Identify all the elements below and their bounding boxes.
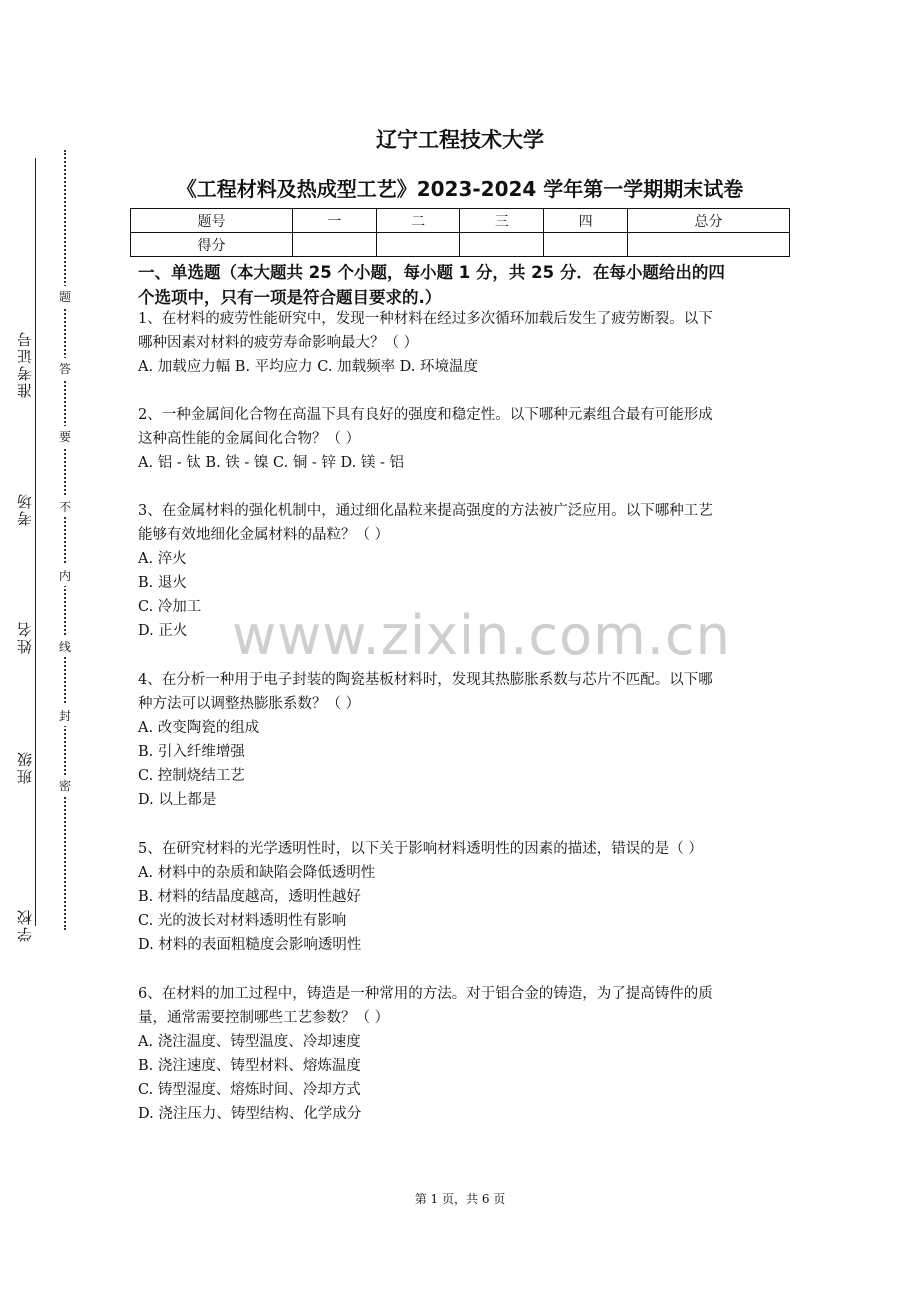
score-input-cell[interactable] [376, 233, 460, 257]
score-input-cell[interactable] [628, 233, 790, 257]
table-cell: 三 [460, 209, 544, 233]
seal-char: 封 [57, 705, 73, 726]
table-row [131, 233, 790, 257]
question-text: 种方法可以调整热膨胀系数？（ ） [138, 696, 361, 712]
seal-char: 要 [57, 426, 73, 447]
seal-char: 密 [57, 775, 73, 796]
question-text: 5、在研究材料的光学透明性时，以下关于影响材料透明性的因素的描述，错误的是（ ） [138, 841, 703, 857]
table-cell: 二 [376, 209, 460, 233]
question-text: 能够有效地细化金属材料的晶粒？（ ） [138, 527, 390, 543]
watermark: www.zixin.com.cn [232, 604, 731, 667]
option: D. 材料的表面粗糙度会影响透明性 [138, 937, 362, 953]
question-text: 量，通常需要控制哪些工艺参数？（ ） [138, 1010, 390, 1026]
seal-char: 内 [57, 565, 73, 586]
option: D. 以上都是 [138, 792, 217, 808]
question-text: 这种高性能的金属间化合物？（ ） [138, 431, 361, 447]
section-heading [138, 260, 788, 310]
seal-char: 线 [57, 636, 73, 657]
field-class: 班级 [16, 750, 34, 784]
option: B. 浇注速度、铸型材料、熔炼温度 [138, 1058, 361, 1074]
option: A. 材料中的杂质和缺陷会降低透明性 [138, 865, 376, 881]
question-options: A. 铝 - 钛 B. 铁 - 镍 C. 铜 - 锌 D. 镁 - 铝 [138, 455, 404, 471]
question-text: 哪种因素对材料的疲劳寿命影响最大？（ ） [138, 335, 419, 351]
binding-dotted-line [64, 150, 66, 930]
question-1 [138, 307, 783, 379]
option: A. 淬火 [138, 551, 187, 567]
option: C. 控制烧结工艺 [138, 768, 245, 784]
seal-char: 答 [57, 358, 73, 379]
option: A. 改变陶瓷的组成 [138, 720, 260, 736]
section-heading-line: 一、单选题（本大题共 25 个小题，每小题 1 分，共 25 分．在每小题给出的四 [138, 263, 725, 282]
score-table [130, 208, 790, 257]
question-text: 3、在金属材料的强化机制中，通过细化晶粒来提高强度的方法被广泛应用。以下哪种工艺 [138, 503, 713, 519]
question-text: 6、在材料的加工过程中，铸造是一种常用的方法。对于铝合金的铸造，为了提高铸件的质 [138, 986, 713, 1002]
option: B. 材料的结晶度越高，透明性越好 [138, 889, 361, 905]
binding-solid-line [35, 158, 36, 926]
question-4 [138, 668, 783, 812]
field-name: 姓名 [16, 620, 34, 654]
page-number: 第 1 页，共 6 页 [414, 1192, 506, 1206]
university-title: 辽宁工程技术大学 [376, 128, 544, 152]
option: D. 浇注压力、铸型结构、化学成分 [138, 1106, 362, 1122]
option: B. 退火 [138, 575, 187, 591]
score-input-cell[interactable] [460, 233, 544, 257]
table-cell: 一 [292, 209, 376, 233]
option: B. 引入纤维增强 [138, 744, 245, 760]
question-text: 2、一种金属间化合物在高温下具有良好的强度和稳定性。以下哪种元素组合最有可能形成 [138, 407, 713, 423]
exam-title: 《工程材料及热成型工艺》2023-2024 学年第一学期期末试卷 [176, 177, 744, 201]
seal-char: 题 [57, 286, 73, 307]
option: C. 冷加工 [138, 599, 202, 615]
table-cell: 题号 [131, 209, 293, 233]
table-cell: 四 [544, 209, 628, 233]
question-5 [138, 837, 783, 957]
seal-char: 不 [57, 496, 73, 517]
score-input-cell[interactable] [292, 233, 376, 257]
section-heading-line: 个选项中，只有一项是符合题目要求的.） [138, 288, 442, 307]
table-row [131, 209, 790, 233]
question-text: 4、在分析一种用于电子封装的陶瓷基板材料时，发现其热膨胀系数与芯片不匹配。以下哪 [138, 672, 713, 688]
option: C. 铸型湿度、熔炼时间、冷却方式 [138, 1082, 361, 1098]
option: C. 光的波长对材料透明性有影响 [138, 913, 347, 929]
option: D. 正火 [138, 623, 188, 639]
question-text: 1、在材料的疲劳性能研究中，发现一种材料在经过多次循环加载后发生了疲劳断裂。以下 [138, 311, 713, 327]
question-6 [138, 982, 783, 1126]
field-admission-number: 准考证号 [16, 330, 34, 398]
field-school: 学校 [16, 908, 34, 942]
question-options: A. 加载应力幅 B. 平均应力 C. 加载频率 D. 环境温度 [138, 359, 479, 375]
table-cell: 得分 [131, 233, 293, 257]
field-exam-room: 考场 [16, 492, 34, 526]
table-cell: 总分 [628, 209, 790, 233]
score-input-cell[interactable] [544, 233, 628, 257]
question-2 [138, 403, 783, 475]
option: A. 浇注温度、铸型温度、冷却速度 [138, 1034, 361, 1050]
